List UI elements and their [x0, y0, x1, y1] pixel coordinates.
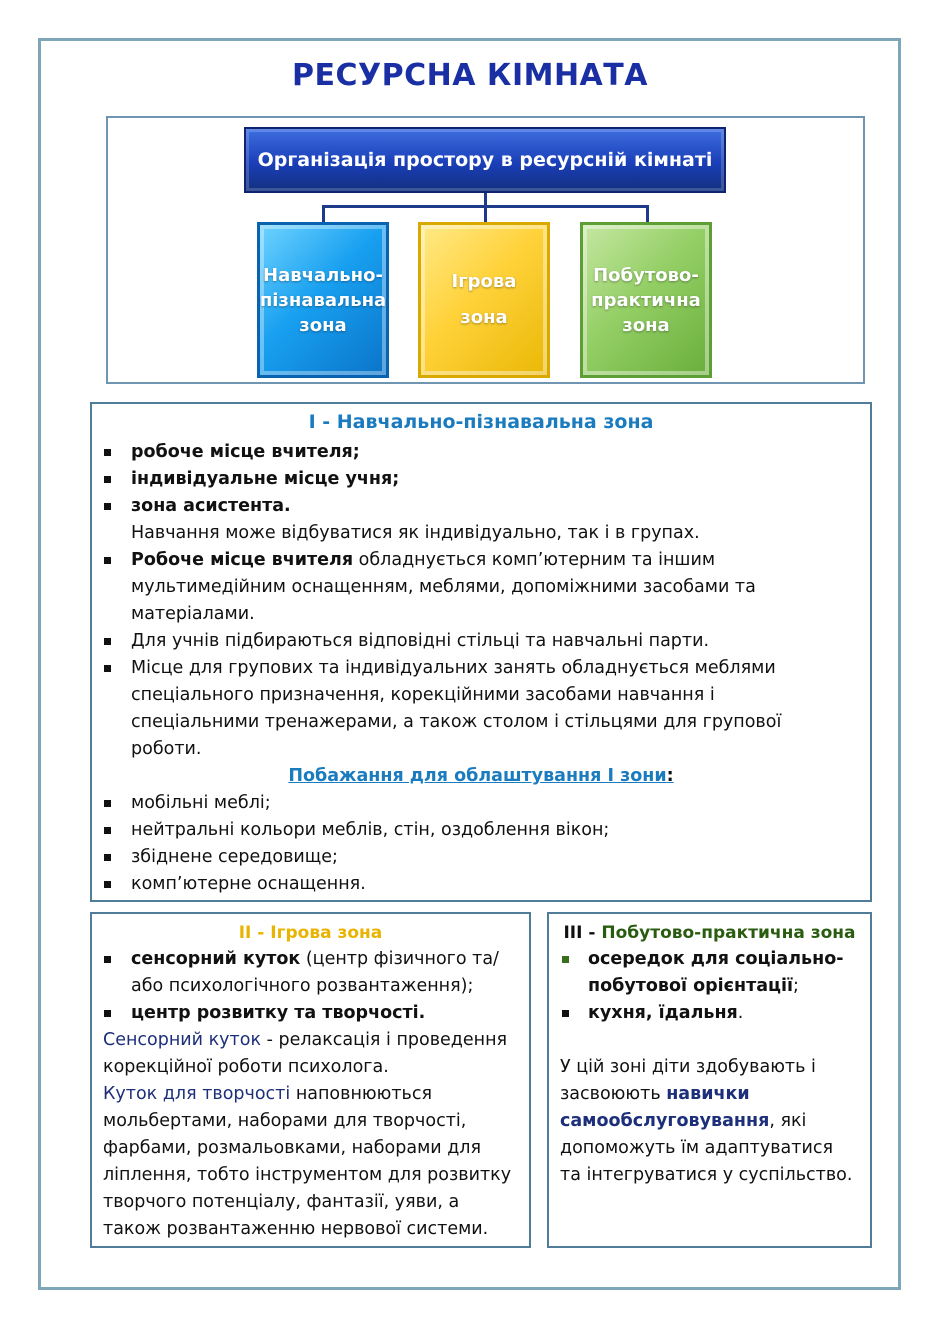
- zone1-item: індивідуальне місце учня;: [131, 469, 400, 489]
- zone3-item: осередок для соціально-: [588, 949, 844, 969]
- zone3-desc-highlight: навички: [666, 1084, 750, 1104]
- bullet: [104, 557, 111, 564]
- bullet: [562, 1010, 569, 1017]
- zone3-desc-highlight: самообслуговування: [560, 1111, 770, 1131]
- zone2-sensory-desc: [103, 1027, 507, 1054]
- zone1-item: робоче місце вчителя;: [131, 442, 360, 462]
- zone2-creative-desc: [103, 1081, 432, 1108]
- zone1-group-line: роботи.: [131, 739, 202, 759]
- zone2-sensory-desc-label: Сенсорний куток: [103, 1030, 262, 1050]
- zone1-wish: збіднене середовище;: [131, 847, 338, 867]
- zone3-title-text: Побутово-практична зона: [601, 923, 856, 943]
- zone1-wishes-colon: :: [666, 766, 674, 786]
- zone3-item: [588, 973, 799, 1000]
- bullet: [104, 665, 111, 672]
- zone-card-label: Побутово- практична зона: [591, 264, 701, 336]
- page-title: РЕСУРСНА КІМНАТА: [292, 58, 648, 93]
- zone-card-household: [580, 222, 712, 378]
- zone2-sensory-desc-text: - релаксація і проведення: [261, 1030, 508, 1050]
- zone1-teacher-bold: Робоче місце вчителя: [131, 550, 354, 570]
- bullet: [104, 827, 111, 834]
- zone1-teacher-text: обладнується комп’ютерним та іншим: [353, 550, 716, 570]
- diagram-root-node: Організація простору в ресурсній кімнаті: [244, 127, 726, 193]
- zone3-item-tail: .: [737, 1003, 744, 1023]
- zone2-creative-desc: творчого потенціалу, фантазії, уяви, а: [103, 1192, 460, 1212]
- zone1-wish: мобільні меблі;: [131, 793, 271, 813]
- bullet: [104, 638, 111, 645]
- zone2-creative-desc: ліплення, тобто інструментом для розвитку: [103, 1165, 512, 1185]
- zone2-sensory-line: або психологічного розвантаження);: [131, 976, 474, 996]
- zone3-desc: [560, 1081, 750, 1108]
- bullet: [104, 956, 111, 963]
- zone2-creative-desc-text: наповнюються: [290, 1084, 433, 1104]
- zone-card-learning: [257, 222, 389, 378]
- zone1-wishes-title: [90, 763, 872, 790]
- zone1-teacher-line: мультимедійним оснащенням, меблями, допоміжними засобами та: [131, 577, 756, 597]
- zone3-desc: У цій зоні діти здобувають і: [560, 1057, 816, 1077]
- zone1-teacher-line: [131, 547, 715, 574]
- zone3-title: [547, 920, 872, 946]
- zone2-sensory-desc: корекційної роботи психолога.: [103, 1057, 389, 1077]
- zone1-title: І - Навчально-пізнавальна зона: [308, 411, 654, 433]
- zone3-item-tail: ;: [793, 976, 799, 996]
- zone1-wish: нейтральні кольори меблів, стін, оздоблення вікон;: [131, 820, 610, 840]
- zone3-desc-text: , які: [769, 1111, 807, 1131]
- zone2-sensory-bold: сенсорний куток: [131, 949, 301, 969]
- bullet: [104, 476, 111, 483]
- bullet: [104, 449, 111, 456]
- zone3-item-text: кухня, їдальня: [588, 1003, 738, 1023]
- zone1-group-line: Місце для групових та індивідуальних занять обладнується меблями: [131, 658, 776, 678]
- bullet: [104, 800, 111, 807]
- zone1-group-line: спеціального призначення, корекційними засобами навчання і: [131, 685, 715, 705]
- zone1-group-line: спеціальними тренажерами, а також столом і стільцями для групової: [131, 712, 782, 732]
- zone3-title-number: ІІІ -: [563, 923, 602, 943]
- zone2-creative-item: центр розвитку та творчості.: [131, 1003, 426, 1023]
- zone1-wish: комп’ютерне оснащення.: [131, 874, 366, 894]
- zone3-desc: [560, 1108, 806, 1135]
- zone2-creative-desc: також розвантаженню нервової системи.: [103, 1219, 489, 1239]
- bullet: [104, 854, 111, 861]
- zone3-desc-text: засвоюють: [560, 1084, 667, 1104]
- zone1-note: Навчання може відбуватися як індивідуально, так і в групах.: [131, 523, 700, 543]
- zone1-teacher-line: матеріалами.: [131, 604, 255, 624]
- zone3-item-text: побутової орієнтації: [588, 976, 794, 996]
- zone2-creative-desc: фарбами, розмальовками, наборами для: [103, 1138, 482, 1158]
- zone3-desc: допоможуть їм адаптуватися: [560, 1138, 833, 1158]
- zone2-title: [90, 920, 531, 946]
- zone2-sensory-text: (центр фізичного та/: [300, 949, 499, 969]
- zone3-item: [588, 1000, 743, 1027]
- zone2-creative-desc-label: Куток для творчості: [103, 1084, 291, 1104]
- bullet: [104, 503, 111, 510]
- zone3-desc: та інтегруватися у суспільство.: [560, 1165, 853, 1185]
- zone-card-label: Ігрова зона: [451, 271, 517, 328]
- zone2-sensory-line: [131, 946, 499, 973]
- bullet: [104, 881, 111, 888]
- zone-card-label: Навчально- пізнавальна зона: [259, 264, 387, 336]
- zone1-item: зона асистента.: [131, 496, 291, 516]
- zone2-title-number: ІІ -: [238, 923, 271, 943]
- zone2-title-text: Ігрова зона: [270, 923, 383, 943]
- bullet: [562, 956, 569, 963]
- bullet: [104, 1010, 111, 1017]
- zone-card-play: [418, 222, 550, 378]
- zone1-wishes-title-text: Побажання для облаштування І зони: [288, 766, 667, 786]
- zone1-students: Для учнів підбираються відповідні стільці та навчальні парти.: [131, 631, 710, 651]
- zone2-creative-desc: мольбертами, наборами для творчості,: [103, 1111, 467, 1131]
